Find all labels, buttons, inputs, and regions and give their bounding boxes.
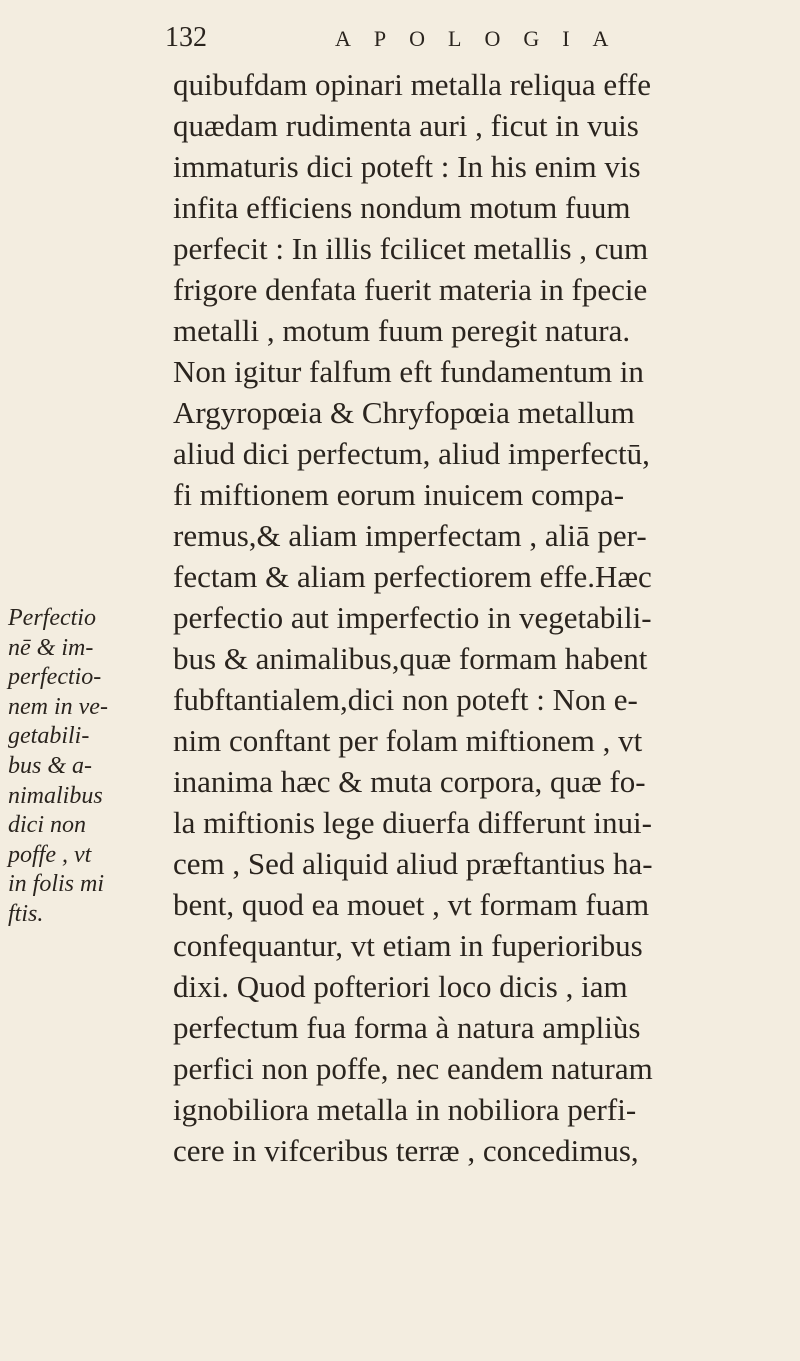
margin-note-line: bus & a- — [8, 752, 92, 779]
text-line: infita efficiens nondum motum fuum — [173, 190, 631, 225]
text-line: cere in vifceribus terræ , concedimus, — [173, 1133, 639, 1168]
text-line: bent, quod ea mouet , vt formam fuam — [173, 887, 650, 922]
margin-note-line: dici non — [8, 812, 86, 839]
text-line: aliud dici perfectum, aliud imperfectū, — [173, 436, 650, 471]
text-line: perfici non poffe, nec eandem naturam — [173, 1051, 653, 1086]
text-line: quædam rudimenta auri , ficut in vuis — [173, 108, 639, 143]
text-line: quibufdam opinari metalla reliqua effe — [173, 67, 652, 102]
text-line: frigore denfata fuerit materia in fpecie — [173, 272, 648, 307]
text-line: ignobiliora metalla in nobiliora perfi- — [173, 1092, 637, 1127]
text-line: inanima hæc & muta corpora, quæ fo- — [173, 764, 646, 799]
running-title: APOLOGIA — [335, 26, 632, 51]
text-line: fi miftionem eorum inuicem compa- — [173, 477, 625, 512]
text-line: confequantur, vt etiam in fuperioribus — [173, 928, 643, 963]
text-line: dixi. Quod pofteriori loco dicis , iam — [173, 969, 628, 1004]
margin-note-line: nem in ve- — [8, 693, 108, 720]
margin-note-line: ftis. — [8, 900, 44, 927]
body-text — [173, 64, 788, 1171]
marginal-note — [8, 604, 183, 930]
text-line: perfectum fua forma à natura ampliùs — [173, 1010, 641, 1045]
text-line: nim conftant per folam miftionem , vt — [173, 723, 643, 758]
text-line: metalli , motum fuum peregit natura. — [173, 313, 631, 348]
margin-note-line: Perfectio — [8, 605, 96, 631]
text-line: Non igitur falfum eft fundamentum in — [173, 354, 644, 389]
page-number: 132 — [165, 22, 207, 53]
text-line: Argyropœia & Chryfopœia metallum — [173, 395, 635, 430]
text-line: fectam & aliam perfectiorem effe.Hæc — [173, 559, 652, 594]
text-line: la miftionis lege diuerfa differunt inui- — [173, 805, 652, 840]
text-line: immaturis dici poteft : In his enim vis — [173, 149, 641, 184]
text-line: fubftantialem,dici non poteft : Non e- — [173, 682, 638, 717]
text-line: cem , Sed aliquid aliud præftantius ha- — [173, 846, 653, 881]
margin-note-line: nē & im- — [8, 634, 94, 661]
margin-note-line: perfectio- — [8, 664, 102, 691]
page-header — [165, 22, 665, 62]
margin-note-line: poffe , vt — [8, 841, 92, 868]
margin-note-line: in folis mi — [8, 871, 105, 898]
margin-note-line: getabili- — [8, 723, 90, 750]
text-line: perfectio aut imperfectio in vegetabili- — [173, 600, 652, 635]
text-line: bus & animalibus,quæ formam habent — [173, 641, 648, 676]
text-line: perfecit : In illis fcilicet metallis , cum — [173, 231, 649, 266]
margin-note-line: nimalibus — [8, 782, 103, 809]
text-line: remus,& aliam imperfectam , aliā per- — [173, 518, 647, 553]
